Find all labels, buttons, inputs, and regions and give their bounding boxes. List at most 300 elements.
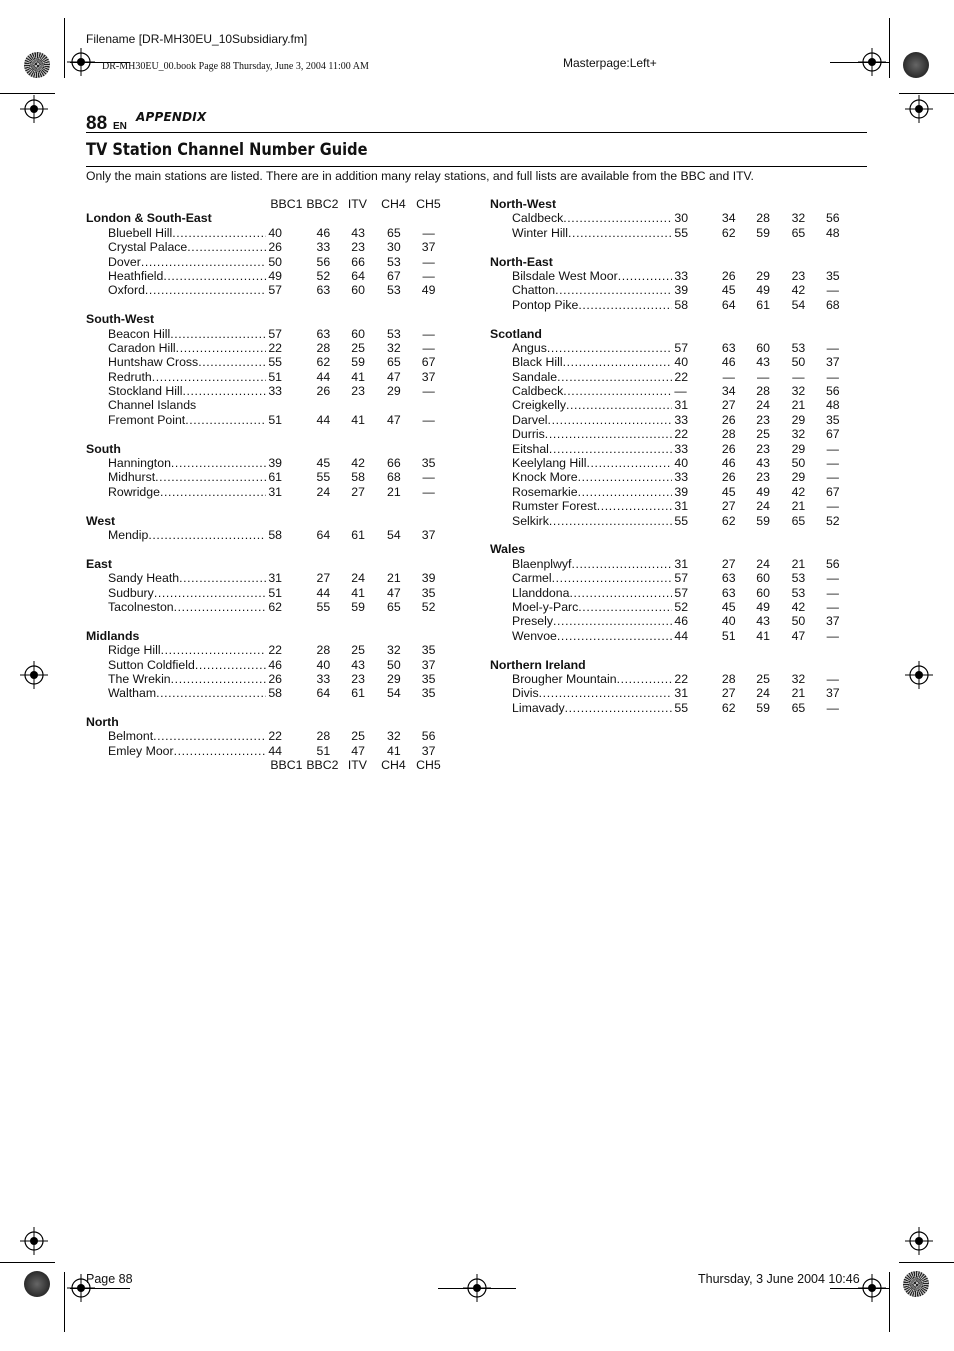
station-name: [512, 413, 672, 427]
channel-ch5: 37: [825, 614, 840, 629]
leader-dots: [563, 355, 673, 369]
table-row: [490, 269, 850, 283]
station-name-text: Caradon Hill: [108, 340, 176, 355]
subregion-heading: Channel Islands: [108, 398, 197, 413]
station-name: [108, 643, 266, 657]
station-name-text: Brougher Mountain: [512, 671, 617, 686]
leader-dots: [170, 327, 266, 341]
region-heading: North: [86, 715, 119, 730]
channel-bbc1: 22: [674, 369, 689, 384]
channel-itv: 23: [756, 441, 770, 456]
footer-date: Thursday, 3 June 2004 10:46: [698, 1272, 860, 1286]
channel-bbc2: 44: [316, 369, 331, 384]
channel-ch5: —: [826, 571, 839, 586]
channel-ch5: 37: [421, 240, 436, 255]
leader-dots: [597, 499, 673, 513]
filename-label: Filename [DR-MH30EU_10Subsidiary.fm]: [86, 32, 308, 46]
leader-dots: [555, 283, 672, 297]
channel-ch4: 53: [791, 571, 806, 586]
channel-bbc1: 51: [268, 412, 283, 427]
channel-ch4: 21: [387, 571, 401, 586]
table-row: [490, 614, 850, 628]
station-name-text: Sudbury: [108, 585, 154, 600]
leader-dots: [171, 672, 267, 686]
leader-dots: [172, 226, 266, 240]
channel-bbc1: 31: [674, 398, 689, 413]
region-heading: West: [86, 513, 116, 528]
channel-ch4: 68: [387, 470, 401, 485]
station-name-text: Oxford: [108, 283, 145, 298]
channel-ch4: 32: [791, 671, 806, 686]
crop-mark: [889, 1272, 890, 1332]
table-row: [86, 470, 446, 484]
station-name-text: Limavady: [512, 700, 565, 715]
station-name: [512, 370, 672, 384]
channel-ch4: 53: [791, 340, 806, 355]
registration-crosshair-icon: [67, 48, 95, 76]
channel-bbc2: 45: [316, 456, 331, 471]
table-row: [86, 341, 446, 355]
station-name-text: Divis: [512, 686, 539, 701]
station-name: [512, 226, 672, 240]
station-name-text: The Wrekin: [108, 671, 171, 686]
channel-ch4: 47: [387, 412, 401, 427]
channel-bbc2: 55: [316, 599, 331, 614]
channel-itv: 58: [351, 470, 365, 485]
leader-dots: [195, 658, 267, 672]
channel-bbc2: 63: [316, 283, 331, 298]
station-name: [108, 485, 266, 499]
channel-ch4: 32: [791, 427, 806, 442]
region-heading: Midlands: [86, 628, 140, 643]
column-header: BBC1: [270, 197, 303, 211]
channel-itv: 41: [756, 628, 770, 643]
station-name: [108, 672, 266, 686]
channel-bbc1: 33: [674, 470, 689, 485]
leader-dots: [155, 470, 266, 484]
channel-ch4: 50: [791, 355, 806, 370]
station-name-text: Eitshal: [512, 441, 549, 456]
leader-dots: [174, 744, 267, 758]
channel-itv: 29: [756, 268, 770, 283]
channel-bbc1: 52: [674, 599, 689, 614]
channel-ch5: —: [422, 470, 435, 485]
station-name-text: Rosemarkie: [512, 484, 578, 499]
channel-ch5: —: [826, 499, 839, 514]
channel-ch5: —: [422, 268, 435, 283]
channel-bbc2: 27: [316, 571, 331, 586]
station-name-text: Angus: [512, 340, 547, 355]
channel-bbc1: 26: [268, 240, 283, 255]
channel-ch5: 35: [825, 268, 840, 283]
channel-bbc2: 45: [721, 283, 736, 298]
crop-mark: [899, 1262, 954, 1263]
station-name: [512, 571, 672, 585]
channel-ch5: 35: [421, 585, 436, 600]
channel-bbc1: 22: [268, 340, 283, 355]
station-name: [108, 269, 266, 283]
channel-bbc1: 40: [268, 225, 283, 240]
channel-ch4: 29: [387, 671, 401, 686]
leader-dots: [549, 514, 672, 528]
leader-dots: [566, 398, 672, 412]
station-name-text: Crystal Palace: [108, 240, 188, 255]
channel-bbc1: 57: [674, 340, 689, 355]
intro-text: Only the main stations are listed. There are in addition many relay stations, and full lists are available from the BBC and ITV.: [86, 169, 754, 183]
channel-ch4: 21: [387, 484, 401, 499]
station-name: [512, 442, 672, 456]
station-name: [108, 240, 266, 254]
station-name-text: Knock More: [512, 470, 578, 485]
channel-itv: 23: [351, 671, 365, 686]
table-row: [86, 370, 446, 384]
leader-dots: [557, 370, 672, 384]
station-name: [108, 341, 266, 355]
table-row: [490, 384, 850, 398]
channel-ch4: 65: [791, 700, 806, 715]
table-row: [86, 355, 446, 369]
channel-bbc1: 33: [674, 268, 689, 283]
table-row: [490, 470, 850, 484]
leader-dots: [547, 341, 672, 355]
table-row: [490, 442, 850, 456]
channel-ch5: 35: [421, 686, 436, 701]
channel-ch4: 21: [791, 556, 806, 571]
channel-ch5: 56: [825, 384, 840, 399]
station-name: [512, 499, 672, 513]
station-name: [512, 614, 672, 628]
channel-ch4: 47: [387, 585, 401, 600]
channel-itv: 59: [756, 225, 770, 240]
channel-ch4: 47: [387, 369, 401, 384]
column-header: BBC1: [270, 758, 303, 773]
language-label: EN: [113, 121, 127, 132]
region-heading: East: [86, 556, 112, 571]
channel-bbc2: 63: [721, 340, 736, 355]
table-row: [490, 686, 850, 700]
station-name-text: Hannington: [108, 456, 171, 471]
channel-bbc2: 34: [721, 211, 736, 226]
station-name: [108, 355, 266, 369]
leader-dots: [171, 456, 266, 470]
channel-itv: 47: [351, 743, 365, 758]
table-row: [490, 226, 850, 240]
station-name: [512, 686, 672, 700]
leader-dots: [563, 384, 672, 398]
crop-mark: [64, 1272, 65, 1332]
leader-dots: [578, 470, 673, 484]
table-row: [86, 413, 446, 427]
station-name: [512, 470, 672, 484]
station-name-text: Heathfield: [108, 268, 164, 283]
registration-crosshair-icon: [20, 1227, 48, 1255]
channel-bbc2: 28: [721, 671, 736, 686]
station-name: [108, 370, 266, 384]
station-name-text: Black Hill: [512, 355, 563, 370]
channel-ch4: 53: [387, 326, 401, 341]
channel-ch4: 32: [387, 729, 401, 744]
channel-ch5: 67: [825, 484, 840, 499]
channel-itv: 25: [351, 643, 365, 658]
channel-itv: 25: [756, 427, 770, 442]
leader-dots: [176, 341, 267, 355]
channel-bbc2: 33: [316, 671, 331, 686]
divider: [86, 132, 867, 133]
station-name-text: Llanddona: [512, 585, 570, 600]
channel-table-right: [490, 197, 850, 715]
station-name: [108, 226, 266, 240]
station-name-text: Winter Hill: [512, 225, 569, 240]
channel-bbc1: 51: [268, 369, 283, 384]
table-row: [86, 255, 446, 269]
registration-crosshair-icon: [858, 1274, 886, 1302]
leader-dots: [187, 240, 266, 254]
station-name: [512, 427, 672, 441]
station-name-text: Stockland Hill: [108, 384, 183, 399]
channel-bbc2: 44: [316, 412, 331, 427]
crop-mark: [899, 93, 954, 94]
channel-bbc1: 33: [268, 384, 283, 399]
station-name: [512, 398, 672, 412]
leader-dots: [163, 269, 266, 283]
leader-dots: [156, 686, 266, 700]
channel-ch5: —: [826, 369, 839, 384]
channel-bbc2: 40: [721, 614, 736, 629]
channel-bbc1: 55: [674, 225, 689, 240]
table-row: [86, 485, 446, 499]
station-name: [108, 384, 266, 398]
channel-bbc1: —: [674, 384, 687, 399]
region-heading: North-West: [490, 197, 557, 211]
channel-ch5: 56: [421, 729, 436, 744]
channel-ch4: 29: [387, 384, 401, 399]
channel-itv: 61: [351, 686, 365, 701]
table-row: [490, 398, 850, 412]
channel-ch5: —: [422, 254, 435, 269]
leader-dots: [160, 485, 266, 499]
table-row: [86, 398, 446, 412]
channel-ch5: —: [826, 470, 839, 485]
channel-bbc1: 61: [268, 470, 283, 485]
channel-bbc2: 28: [316, 643, 331, 658]
channel-itv: 43: [756, 355, 770, 370]
station-name: [512, 701, 672, 715]
table-row: [86, 744, 446, 758]
divider: [86, 166, 867, 167]
channel-itv: 59: [756, 513, 770, 528]
channel-itv: 25: [756, 671, 770, 686]
crop-mark: [64, 18, 65, 78]
station-name: [512, 456, 672, 470]
channel-ch5: 52: [421, 599, 436, 614]
leader-dots: [545, 427, 673, 441]
region-heading: London & South-East: [86, 211, 212, 226]
leader-dots: [539, 686, 673, 700]
station-name: [108, 729, 266, 743]
channel-bbc1: 55: [268, 355, 283, 370]
station-name-text: Emley Moor: [108, 743, 174, 758]
channel-ch5: —: [826, 441, 839, 456]
leader-dots: [557, 629, 672, 643]
channel-ch5: 56: [825, 556, 840, 571]
column-header: CH4: [381, 197, 406, 211]
channel-bbc1: 58: [268, 686, 283, 701]
channel-itv: 24: [756, 686, 770, 701]
table-row: [490, 298, 850, 312]
channel-bbc2: 26: [721, 441, 736, 456]
channel-bbc1: 30: [674, 211, 689, 226]
channel-bbc1: 58: [674, 297, 689, 312]
channel-bbc2: 62: [721, 513, 736, 528]
channel-bbc2: 34: [721, 384, 736, 399]
channel-ch5: 48: [825, 398, 840, 413]
section-label: APPENDIX: [136, 110, 207, 124]
station-name: [512, 485, 672, 499]
leader-dots: [148, 528, 266, 542]
station-name: [512, 672, 672, 686]
leader-dots: [152, 370, 267, 384]
channel-itv: 23: [351, 240, 365, 255]
channel-itv: 28: [756, 384, 770, 399]
channel-ch5: —: [826, 700, 839, 715]
channel-itv: 23: [756, 412, 770, 427]
channel-ch5: —: [826, 456, 839, 471]
station-name-text: Bluebell Hill: [108, 225, 173, 240]
table-row: [490, 413, 850, 427]
leader-dots: [179, 571, 266, 585]
channel-itv: 60: [756, 340, 770, 355]
station-name-text: Sandy Heath: [108, 571, 180, 586]
station-name-text: Rumster Forest: [512, 499, 597, 514]
leader-dots: [587, 456, 673, 470]
channel-bbc1: 39: [674, 283, 689, 298]
channel-bbc1: 39: [674, 484, 689, 499]
station-name-text: Chatton: [512, 283, 556, 298]
column-header: BBC2: [306, 758, 339, 773]
channel-bbc2: 27: [721, 499, 736, 514]
column-header: BBC2: [306, 197, 339, 211]
table-row: [490, 456, 850, 470]
channel-itv: 60: [351, 326, 365, 341]
station-name: [512, 341, 672, 355]
region-heading: North-East: [490, 254, 553, 269]
channel-ch5: —: [826, 283, 839, 298]
table-row: [86, 528, 446, 542]
station-name-text: Rowridge: [108, 484, 160, 499]
table-row: [86, 327, 446, 341]
table-row: [490, 629, 850, 643]
channel-ch4: 42: [791, 283, 806, 298]
table-row: [490, 600, 850, 614]
channel-ch5: —: [826, 628, 839, 643]
station-name: [108, 327, 266, 341]
channel-ch4: 50: [791, 614, 806, 629]
station-name: [108, 283, 266, 297]
channel-bbc1: 57: [674, 585, 689, 600]
channel-ch4: 53: [387, 254, 401, 269]
station-name: [512, 586, 672, 600]
table-row: [490, 499, 850, 513]
book-info-line: DR-MH30EU_00.book Page 88 Thursday, June 3, 2004 11:00 AM: [102, 61, 369, 72]
channel-ch5: 37: [421, 743, 436, 758]
station-name: [512, 629, 672, 643]
channel-bbc1: 55: [674, 513, 689, 528]
channel-bbc2: 40: [316, 657, 331, 672]
channel-ch5: 49: [421, 283, 436, 298]
channel-ch4: 29: [791, 470, 806, 485]
channel-ch4: 30: [387, 240, 401, 255]
channel-bbc1: 57: [674, 571, 689, 586]
station-name-text: Blaenplwyf: [512, 556, 572, 571]
station-name: [108, 528, 266, 542]
channel-ch5: —: [826, 599, 839, 614]
table-row: [490, 283, 850, 297]
station-name-text: Sandale: [512, 369, 558, 384]
column-header-row: [86, 758, 446, 772]
channel-itv: 59: [351, 599, 365, 614]
table-row: [490, 370, 850, 384]
column-header: CH4: [381, 758, 406, 773]
channel-bbc2: 26: [316, 384, 331, 399]
channel-bbc2: 63: [721, 571, 736, 586]
table-row: [86, 600, 446, 614]
channel-ch5: —: [826, 671, 839, 686]
channel-itv: 61: [756, 297, 770, 312]
crop-mark: [0, 1262, 55, 1263]
channel-bbc1: 22: [268, 643, 283, 658]
registration-crosshair-icon: [463, 1274, 491, 1302]
channel-bbc1: 40: [674, 355, 689, 370]
table-row: [86, 643, 446, 657]
channel-ch4: 50: [791, 456, 806, 471]
channel-ch4: 42: [791, 599, 806, 614]
table-row: [490, 485, 850, 499]
channel-ch5: —: [422, 412, 435, 427]
station-name: [108, 456, 266, 470]
channel-bbc2: 46: [721, 355, 736, 370]
table-row: [490, 701, 850, 715]
channel-ch4: 65: [387, 599, 401, 614]
channel-bbc2: —: [722, 369, 735, 384]
channel-ch4: —: [792, 369, 805, 384]
channel-ch4: 21: [791, 398, 806, 413]
channel-ch4: 42: [791, 484, 806, 499]
registration-target-icon: [903, 1271, 929, 1297]
channel-ch4: 54: [791, 297, 806, 312]
channel-ch5: —: [422, 384, 435, 399]
channel-itv: 24: [756, 556, 770, 571]
leader-dots: [571, 557, 672, 571]
leader-dots: [618, 269, 673, 283]
channel-ch4: 65: [791, 225, 806, 240]
channel-ch4: 32: [791, 384, 806, 399]
channel-bbc2: 28: [316, 340, 331, 355]
channel-itv: 43: [756, 614, 770, 629]
leader-dots: [578, 298, 672, 312]
channel-itv: 61: [351, 527, 365, 542]
table-row: [86, 571, 446, 585]
leader-dots: [578, 600, 672, 614]
channel-itv: 49: [756, 283, 770, 298]
channel-ch4: 53: [791, 585, 806, 600]
channel-ch5: —: [422, 326, 435, 341]
channel-bbc2: 51: [721, 628, 736, 643]
table-row: [86, 269, 446, 283]
channel-bbc2: 33: [316, 240, 331, 255]
channel-bbc1: 31: [674, 556, 689, 571]
leader-dots: [198, 355, 266, 369]
channel-itv: 28: [756, 211, 770, 226]
